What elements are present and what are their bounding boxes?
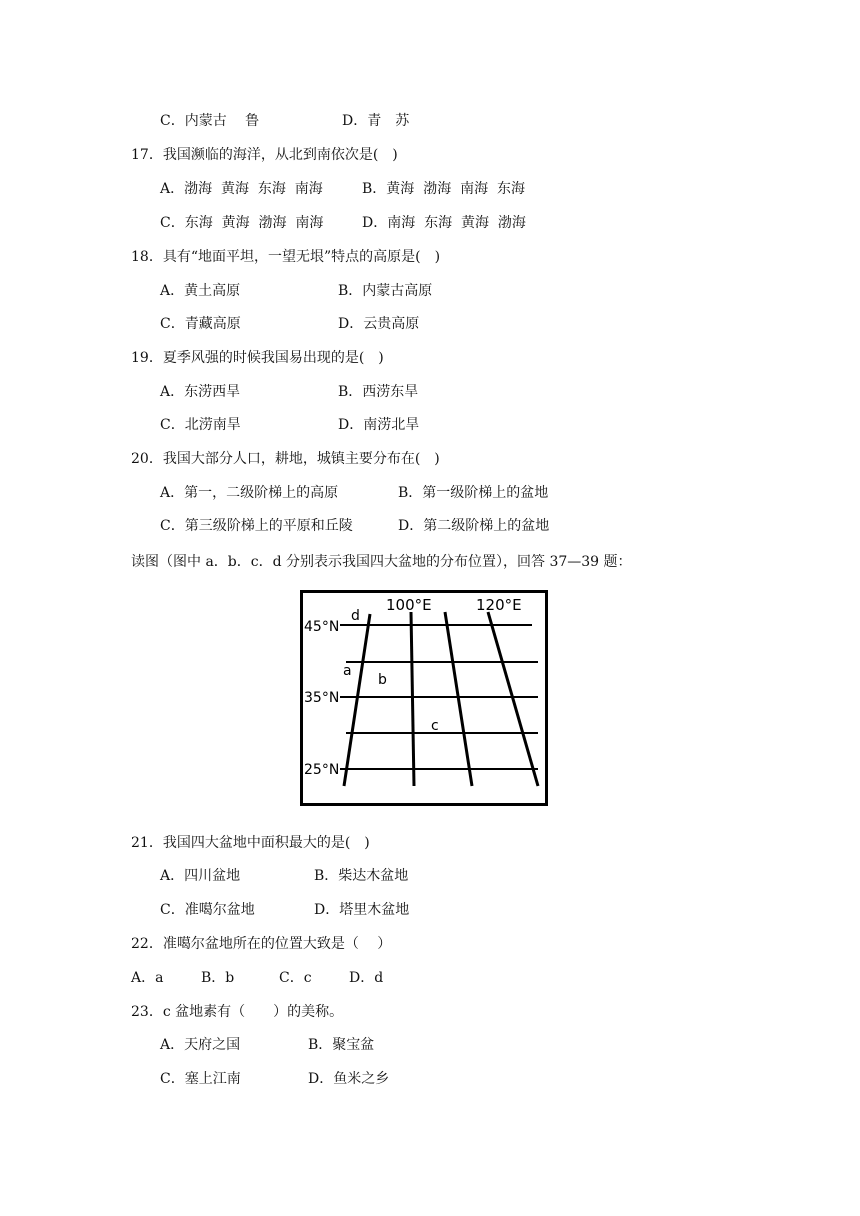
basin-label-c: c xyxy=(431,718,439,734)
q23-stem: 23．c 盆地素有（ ）的美称。 xyxy=(131,1004,344,1020)
q19-option-d: D．南涝北旱 xyxy=(338,417,420,433)
q18-option-c: C．青藏高原 xyxy=(160,316,241,332)
basin-label-a: a xyxy=(343,663,352,679)
q22-option-d: D．d xyxy=(349,970,384,986)
basin-label-d: d xyxy=(351,608,360,624)
q21-option-b: B．柴达木盆地 xyxy=(314,868,409,884)
lon-label-120e: 120°E xyxy=(476,596,522,614)
q20-stem: 20．我国大部分人口，耕地，城镇主要分布在( ) xyxy=(131,451,440,467)
q17-stem: 17．我国濒临的海洋，从北到南依次是( ) xyxy=(131,147,398,163)
q19-option-a: A．东涝西旱 xyxy=(160,384,241,400)
lat-label-45n: 45°N xyxy=(304,619,340,635)
q18-option-d: D．云贵高原 xyxy=(338,316,420,332)
q20-option-d: D．第二级阶梯上的盆地 xyxy=(398,518,550,534)
q22-option-c: C．c xyxy=(279,970,312,986)
q17-option-a: A．渤海 黄海 东海 南海 xyxy=(160,181,323,197)
q20-option-c: C．第三级阶梯上的平原和丘陵 xyxy=(160,518,353,534)
map-question-intro: 读图（图中 a．b．c．d 分别表示我国四大盆地的分布位置），回答 37—39 题： xyxy=(131,554,632,570)
q19-stem: 19．夏季风强的时候我国易出现的是( ) xyxy=(131,350,384,366)
q22-option-b: B．b xyxy=(201,970,235,986)
q18-option-b: B．内蒙古高原 xyxy=(338,283,433,299)
q23-option-c: C．塞上江南 xyxy=(160,1071,241,1087)
q18-stem: 18．具有“地面平坦，一望无垠”特点的高原是( ) xyxy=(131,249,441,265)
q21-option-d: D．塔里木盆地 xyxy=(314,902,410,918)
basin-label-b: b xyxy=(378,672,387,688)
q19-option-c: C．北涝南旱 xyxy=(160,417,241,433)
q17-option-b: B．黄海 渤海 南海 东海 xyxy=(362,181,525,197)
q23-option-d: D．鱼米之乡 xyxy=(308,1071,390,1087)
basin-map-figure xyxy=(300,590,548,806)
q21-option-a: A．四川盆地 xyxy=(160,868,241,884)
q17-option-c: C．东海 黄海 渤海 南海 xyxy=(160,215,324,231)
q18-option-a: A．黄土高原 xyxy=(160,283,241,299)
lon-label-100e: 100°E xyxy=(386,596,432,614)
q21-stem: 21．我国四大盆地中面积最大的是( ) xyxy=(131,835,370,851)
lat-label-25n: 25°N xyxy=(304,762,340,778)
q21-option-c: C．准噶尔盆地 xyxy=(160,902,255,918)
q20-option-b: B．第一级阶梯上的盆地 xyxy=(398,485,549,501)
q16-option-d: D．青 苏 xyxy=(342,113,410,129)
q19-option-b: B．西涝东旱 xyxy=(338,384,419,400)
q23-option-b: B．聚宝盆 xyxy=(308,1037,375,1053)
q22-option-a: A．a xyxy=(131,970,164,986)
lat-label-35n: 35°N xyxy=(304,690,340,706)
q17-option-d: D．南海 东海 黄海 渤海 xyxy=(362,215,526,231)
q16-option-c: C．内蒙古 鲁 xyxy=(160,113,260,129)
q20-option-a: A．第一，二级阶梯上的高原 xyxy=(160,485,339,501)
q23-option-a: A．天府之国 xyxy=(160,1037,241,1053)
basin-map-svg xyxy=(300,590,548,806)
q22-stem: 22．准噶尔盆地所在的位置大致是（ ） xyxy=(131,936,392,952)
